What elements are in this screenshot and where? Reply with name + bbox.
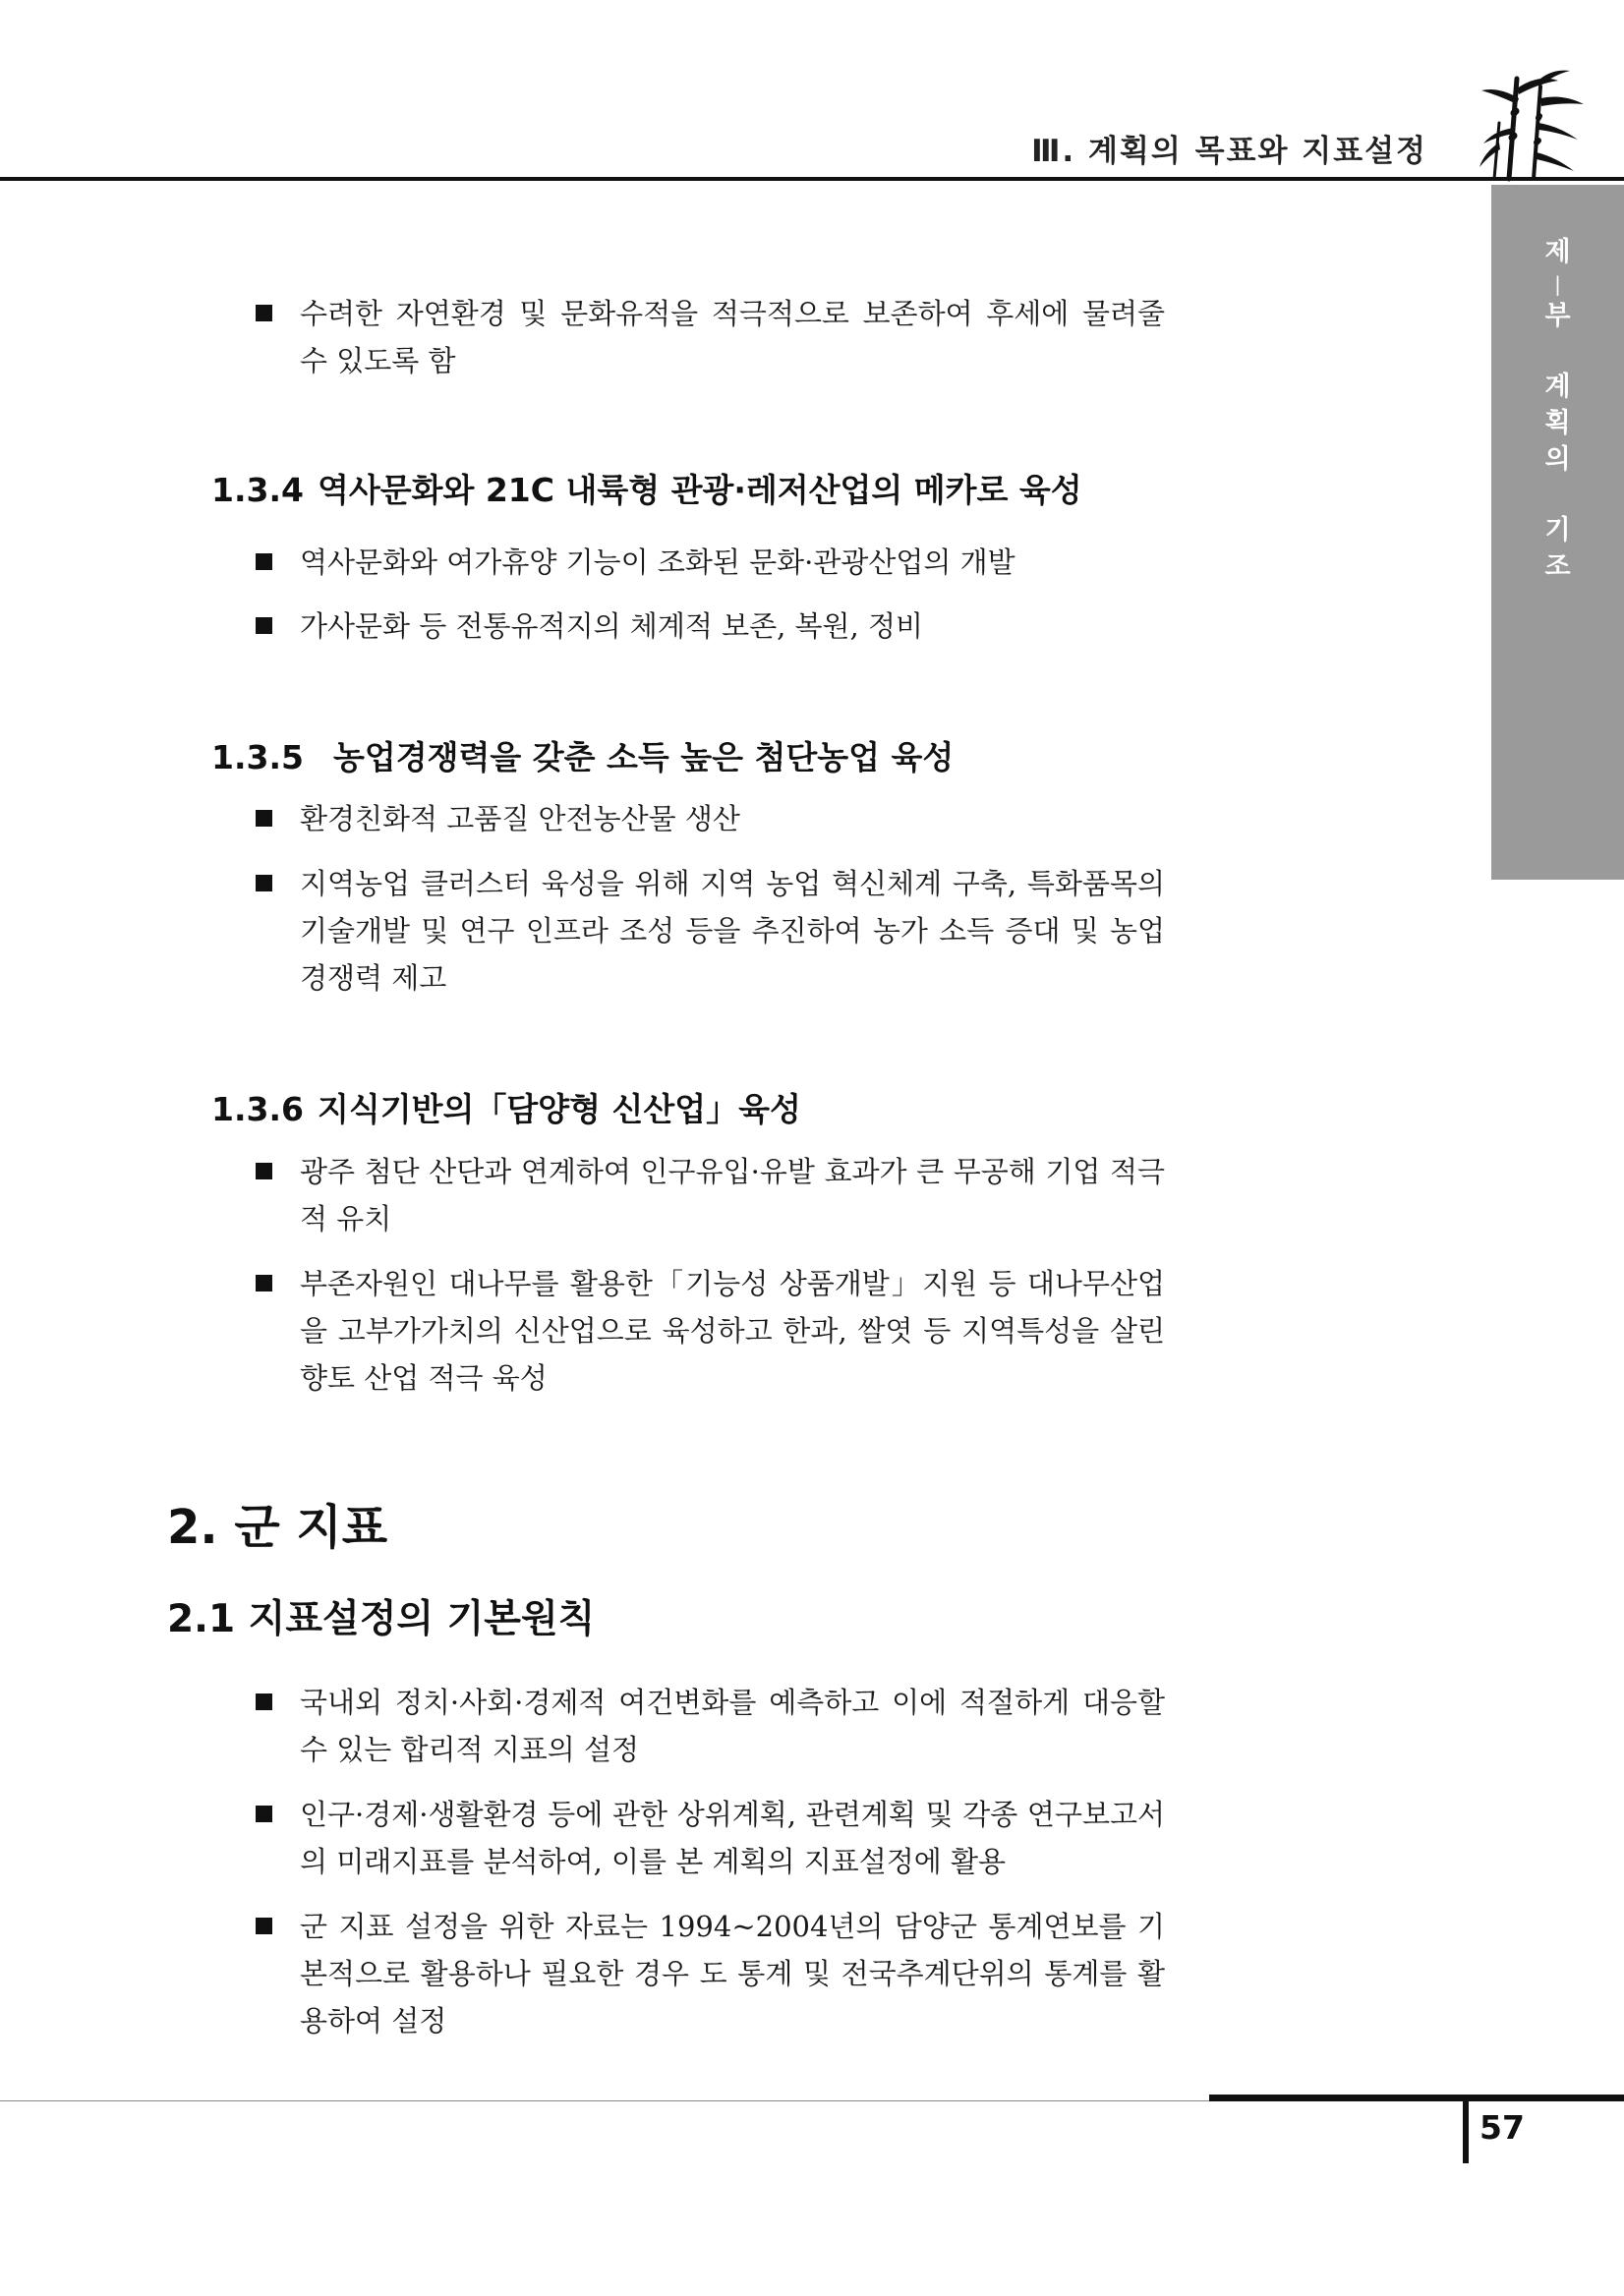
list-item <box>256 860 1165 1002</box>
list-item <box>256 1148 1165 1242</box>
header-rule <box>0 177 1624 181</box>
subsection-heading-1-3-4 <box>211 465 1082 511</box>
bullet-text: 환경친화적 고품질 안전농산물 생산 <box>300 802 740 835</box>
bullet-text: 군 지표 설정을 위한 자료는 1994~2004년의 담양군 통계연보를 기본적으로 활용하나 필요한 경우 도 통계 및 전국추계단위의 통계를 활용하여 설정 <box>300 1910 1165 2038</box>
bullet-square-icon <box>256 1693 272 1710</box>
bullet-text: 광주 첨단 산단과 연계하여 인구유입·유발 효과가 큰 무공해 기업 적극적 유치 <box>300 1155 1165 1235</box>
list-item <box>256 1791 1165 1885</box>
side-char: 기 <box>1544 515 1571 545</box>
chapter-side-tab <box>1491 185 1624 880</box>
side-char: 제 <box>1544 237 1571 267</box>
list-item <box>256 795 1165 842</box>
list-item <box>256 1260 1165 1402</box>
list-item <box>256 1679 1165 1773</box>
subsection-heading-1-3-5 <box>211 732 954 778</box>
footer-rule <box>0 2100 1209 2101</box>
bullet-square-icon <box>256 1163 272 1179</box>
section-heading: 2.1 지표설정의 기본원칙 <box>167 1597 596 1641</box>
footer-rule-thick <box>1209 2095 1624 2101</box>
page-number: 57 <box>1479 2108 1525 2147</box>
list-item <box>256 603 1165 650</box>
list-item <box>256 539 1165 586</box>
side-char: | <box>1554 272 1561 296</box>
side-char: 의 <box>1544 444 1571 475</box>
side-gap <box>1491 334 1624 369</box>
side-gap <box>1491 478 1624 512</box>
side-char: 획 <box>1544 408 1571 438</box>
subsection-heading-1-3-6 <box>211 1084 801 1130</box>
subsection-number: 1.3.6 <box>211 1090 304 1128</box>
side-char: 조 <box>1544 551 1571 582</box>
subsection-number: 1.3.5 <box>211 738 304 776</box>
side-tab-text <box>1491 234 1624 585</box>
side-char: 계 <box>1544 372 1571 402</box>
bamboo-logo-icon <box>1479 69 1588 182</box>
subsection-title: 지식기반의「담양형 신산업」육성 <box>317 1090 801 1128</box>
bullet-square-icon <box>256 553 272 570</box>
bullet-square-icon <box>256 305 272 321</box>
chapter-heading: 2. 군 지표 <box>167 1500 388 1555</box>
bullet-square-icon <box>256 875 272 891</box>
bullet-square-icon <box>256 617 272 634</box>
bullet-text: 지역농업 클러스터 육성을 위해 지역 농업 혁신체계 구축, 특화품목의 기술개발 및 연구 인프라 조성 등을 추진하여 농가 소득 증대 및 농업 경쟁력 제고 <box>300 867 1165 995</box>
subsection-title: 농업경쟁력을 갖춘 소득 높은 첨단농업 육성 <box>332 738 955 776</box>
list-item <box>256 1903 1165 2044</box>
running-header: Ⅲ. 계획의 목표와 지표설정 <box>1031 134 1427 169</box>
bullet-text: 인구·경제·생활환경 등에 관한 상위계획, 관련계획 및 각종 연구보고서의 미래지표를 분석하여, 이를 본 계획의 지표설정에 활용 <box>300 1798 1165 1878</box>
bullet-square-icon <box>256 1806 272 1822</box>
subsection-number: 1.3.4 <box>211 471 304 509</box>
bullet-square-icon <box>256 1918 272 1934</box>
subsection-title: 역사문화와 21C 내륙형 관광·레저산업의 메카로 육성 <box>317 471 1082 509</box>
bullet-square-icon <box>256 810 272 827</box>
bullet-text: 역사문화와 여가휴양 기능이 조화된 문화·관광산업의 개발 <box>300 545 1015 579</box>
side-char: 부 <box>1544 301 1571 331</box>
footer-divider <box>1463 2095 1469 2163</box>
list-item <box>256 290 1165 384</box>
bullet-text: 수려한 자연환경 및 문화유적을 적극적으로 보존하여 후세에 물려줄 수 있도록 함 <box>300 297 1165 377</box>
bullet-text: 부존자원인 대나무를 활용한「기능성 상품개발」지원 등 대나무산업을 고부가가치의 신산업으로 육성하고 한과, 쌀엿 등 지역특성을 살린 향토 산업 적극 육성 <box>300 1267 1165 1395</box>
bullet-text: 국내외 정치·사회·경제적 여건변화를 예측하고 이에 적절하게 대응할 수 있는 합리적 지표의 설정 <box>300 1686 1165 1766</box>
bullet-text: 가사문화 등 전통유적지의 체계적 보존, 복원, 정비 <box>300 609 924 643</box>
bullet-square-icon <box>256 1275 272 1292</box>
